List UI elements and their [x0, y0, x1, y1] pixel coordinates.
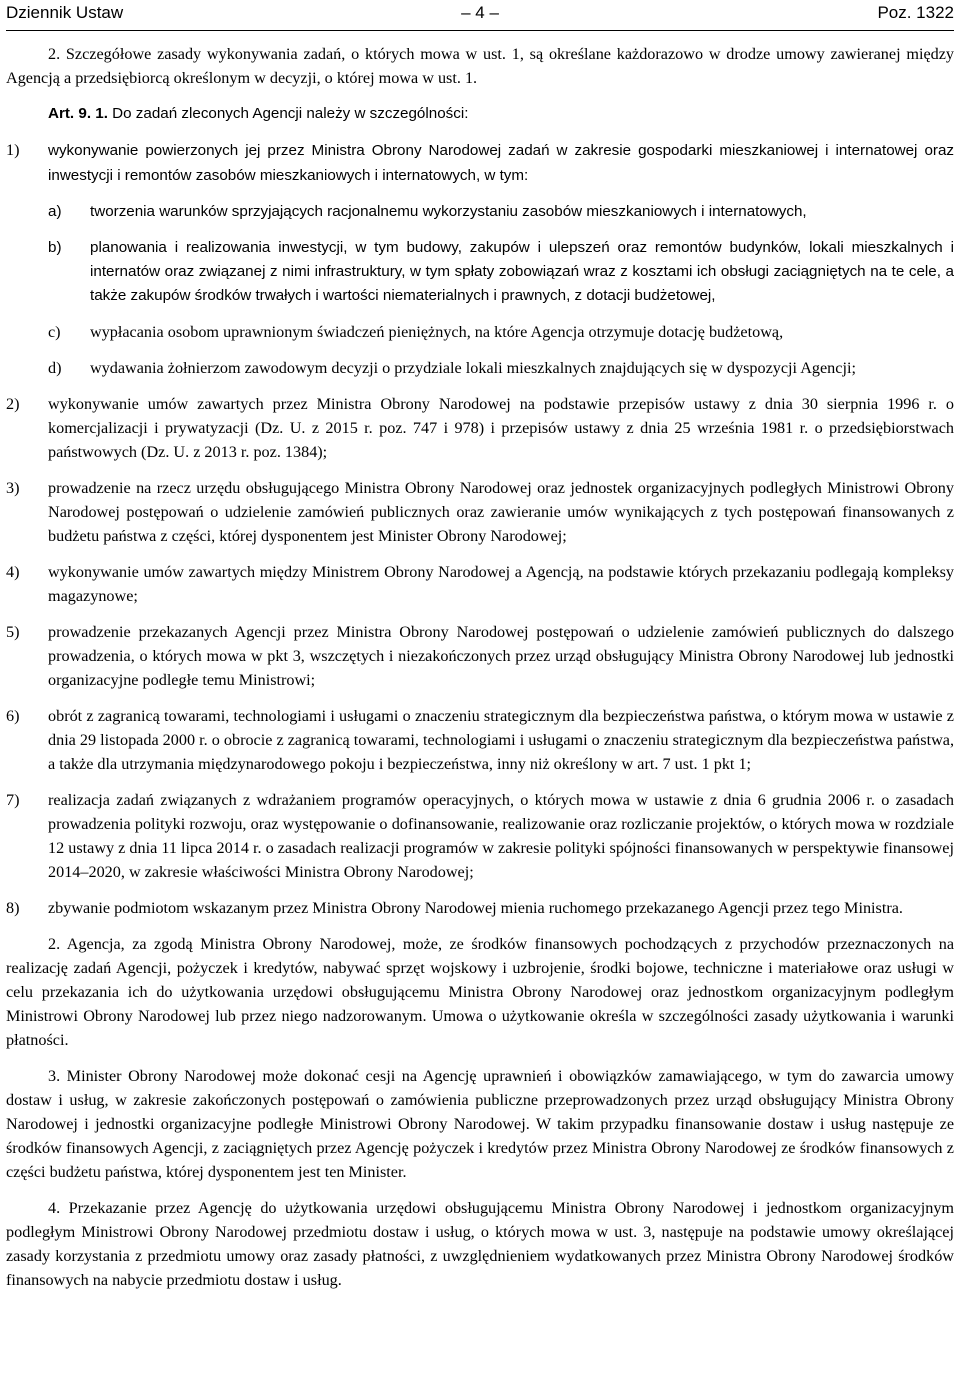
sub-list-item-text: wydawania żołnierzom zawodowym decyzji o przydziale lokali mieszkalnych znajdujących się w dyspozycji Agencji; [90, 359, 856, 377]
article-label: Art. 9. 1. [48, 105, 108, 122]
list-item [6, 138, 954, 188]
sub-list-item-text: wypłacania osobom uprawnionym świadczeń pieniężnych, na które Agencja otrzymuje dotację budżetową, [90, 323, 784, 341]
page-number: – 4 – [461, 3, 499, 22]
list-item-text: obrót z zagranicą towarami, technologiami i usługami o znaczeniu strategicznym dla bezpieczeństwa państwa, o którym mowa w ustawie z dnia 29 listopada 2000 r. o obrocie z zagranicą towarami, technologiami i usługami o znaczeniu strategicznym dla bezpieczeństwa państwa, a także dla utrzymania międzynarodowego pokoju i bezpieczeństwa, inny niż określony w art. 7 ust. 1 pkt 1; [48, 707, 954, 773]
list-item [6, 560, 954, 608]
list-item [6, 704, 954, 776]
list-item-text: realizacja zadań związanych z wdrażaniem programów operacyjnych, o których mowa w ustawie z dnia 6 grudnia 2006 r. o zasadach prowadzenia polityki rozwoju, oraz występowanie o dofinansowanie, realizowanie oraz rozliczanie projektów, o których mowa w rozdziale 12 ustawy z dnia 11 lipca 2014 r. o zasadach realizacji programów w zakresie polityki spójności finansowanych w perspektywie finansowej 2014–2020, w zakresie właściwości Ministra Obrony Narodowej; [48, 791, 954, 881]
list-item [6, 476, 954, 548]
sub-list-marker: c) [48, 323, 61, 341]
list-item-text: wykonywanie powierzonych jej przez Ministra Obrony Narodowej zadań w zakresie gospodarki mieszkaniowej i internatowej oraz inwestycji i remontów zasobów mieszkaniowych i internatowych, w tym: [48, 142, 954, 184]
journal-title: Dziennik Ustaw [6, 3, 124, 22]
sub-list-item-text: planowania i realizowania inwestycji, w tym budowy, zakupów i ulepszeń oraz remontów budynków, lokali mieszkalnych i internatów oraz związanej z nimi infrastruktury, w tym spłaty zobowiązań wraz z kosztami ich obsługi zaciągniętych na te cele, a także zakupów środków trwałych i wartości niematerialnych i prawnych, z dotacji budżetowej, [90, 239, 954, 304]
list-marker: 1) [6, 141, 20, 159]
list-item-text: prowadzenie przekazanych Agencji przez Ministra Obrony Narodowej postępowań o udzielenie zamówień publicznych do dalszego prowadzenia, o których mowa w pkt 3, wszczętych i niezakończonych przez urząd obsługujący Ministra Obrony Narodowej lub jednostki organizacyjne podległe temu Ministrowi; [48, 623, 954, 689]
list-marker: 4) [6, 563, 20, 581]
list-item-text: zbywanie podmiotom wskazanym przez Ministra Obrony Narodowej mienia ruchomego przekazanego Agencji przez tego Ministra. [48, 899, 903, 917]
list-item-text: wykonywanie umów zawartych przez Ministra Obrony Narodowej na podstawie przepisów ustawy z dnia 30 sierpnia 1996 r. o komercjalizacji i prywatyzacji (Dz. U. z 2015 r. poz. 747 i 978) i przepisów ustawy z dnia 25 września 1981 r. o przedsiębiorstwach państwowych (Dz. U. z 2013 r. poz. 1384); [48, 395, 954, 461]
sub-list-marker: b) [48, 239, 62, 256]
list-item [6, 788, 954, 884]
sub-list-marker: d) [48, 359, 62, 377]
position-number: Poz. 1322 [877, 3, 954, 22]
list-item [6, 392, 954, 464]
sub-list-item-text: tworzenia warunków sprzyjających racjonalnemu wykorzystaniu zasobów mieszkaniowych i internatowych, [90, 203, 807, 220]
page-header [6, 0, 954, 31]
list-item-text: wykonywanie umów zawartych między Ministrem Obrony Narodowej a Agencją, na podstawie których przekazaniu podlegają kompleksy magazynowe; [48, 563, 954, 605]
list-item-text: prowadzenie na rzecz urzędu obsługującego Ministra Obrony Narodowej oraz jednostek organizacyjnych podległych Ministrowi Obrony Narodowej postępowań o udzielenie zamówień publicznych oraz zawieranie umów wynikających z tych postępowań finansowanych z budżetu państwa z części, której dysponentem jest Minister Obrony Narodowej; [48, 479, 954, 545]
list-marker: 2) [6, 395, 20, 413]
list-item [6, 620, 954, 692]
sub-list-marker: a) [48, 203, 62, 220]
document-body [6, 42, 954, 1292]
article-lead-text: Do zadań zleconych Agencji należy w szczególności: [112, 105, 469, 122]
article-9-lead [6, 102, 954, 126]
paragraph-4: 4. Przekazanie przez Agencję do użytkowania urzędowi obsługującemu Ministra Obrony Narodowej i jednostkom organizacyjnym podległym Ministrowi Obrony Narodowej przedmiotu dostaw i usług, o których mowa w ust. 3, następuje na podstawie umowy określającej zasady korzystania z przedmiotu umowy oraz zasady płatności, z uwzględnieniem wydatkowanych przez Ministra Obrony Narodowej środków finansowych na nabycie przedmiotu dostaw i usług. [6, 1199, 954, 1289]
paragraph-2-intro: 2. Szczegółowe zasady wykonywania zadań, o których mowa w ust. 1, są określane każdorazowo w drodze umowy zawieranej między Agencją a przedsiębiorcą określonym w decyzji, o której mowa w ust. 1. [6, 45, 954, 87]
list-marker: 3) [6, 479, 20, 497]
paragraph-2: 2. Agencja, za zgodą Ministra Obrony Narodowej, może, ze środków finansowych pochodzących z przychodów przeznaczonych na realizację zadań Agencji, pożyczek i kredytów, nabywać sprzęt wojskowy i uzbrojenie, środki bojowe, techniczne i materiałowe oraz usługi w celu przekazania ich do użytkowania urzędowi obsługującemu Ministra Obrony Narodowej oraz jednostkom organizacyjnym podległym Ministrowi Obrony Narodowej lub przez niego nadzorowanym. Umowa o użytkowanie określa w szczególności zasady użytkowania i warunki płatności. [6, 935, 954, 1049]
list-item [6, 896, 954, 920]
paragraph-3: 3. Minister Obrony Narodowej może dokonać cesji na Agencję uprawnień i obowiązków zamawiającego, w tym do zawarcia umowy dostaw i usług, w zakresie zakończonych postępowań o zamówienia publiczne przeprowadzonych przez urząd obsługujący Ministra Obrony Narodowej i jednostki organizacyjne podległe Ministrowi Obrony Narodowej. W takim przypadku finansowanie dostaw i usług następuje ze środków finansowych Agencji, z zaciągniętych przez Agencję pożyczek i kredytów przez Ministra Obrony Narodowej ze środków finansowych z części budżetu państwa, której dysponentem jest ten Minister. [6, 1067, 954, 1181]
sub-list-item [6, 320, 954, 344]
list-marker: 8) [6, 899, 20, 917]
list-marker: 5) [6, 623, 20, 641]
list-marker: 7) [6, 791, 20, 809]
sub-list-item [6, 236, 954, 308]
sub-list-item [6, 200, 954, 224]
sub-list-item [6, 356, 954, 380]
list-marker: 6) [6, 707, 20, 725]
